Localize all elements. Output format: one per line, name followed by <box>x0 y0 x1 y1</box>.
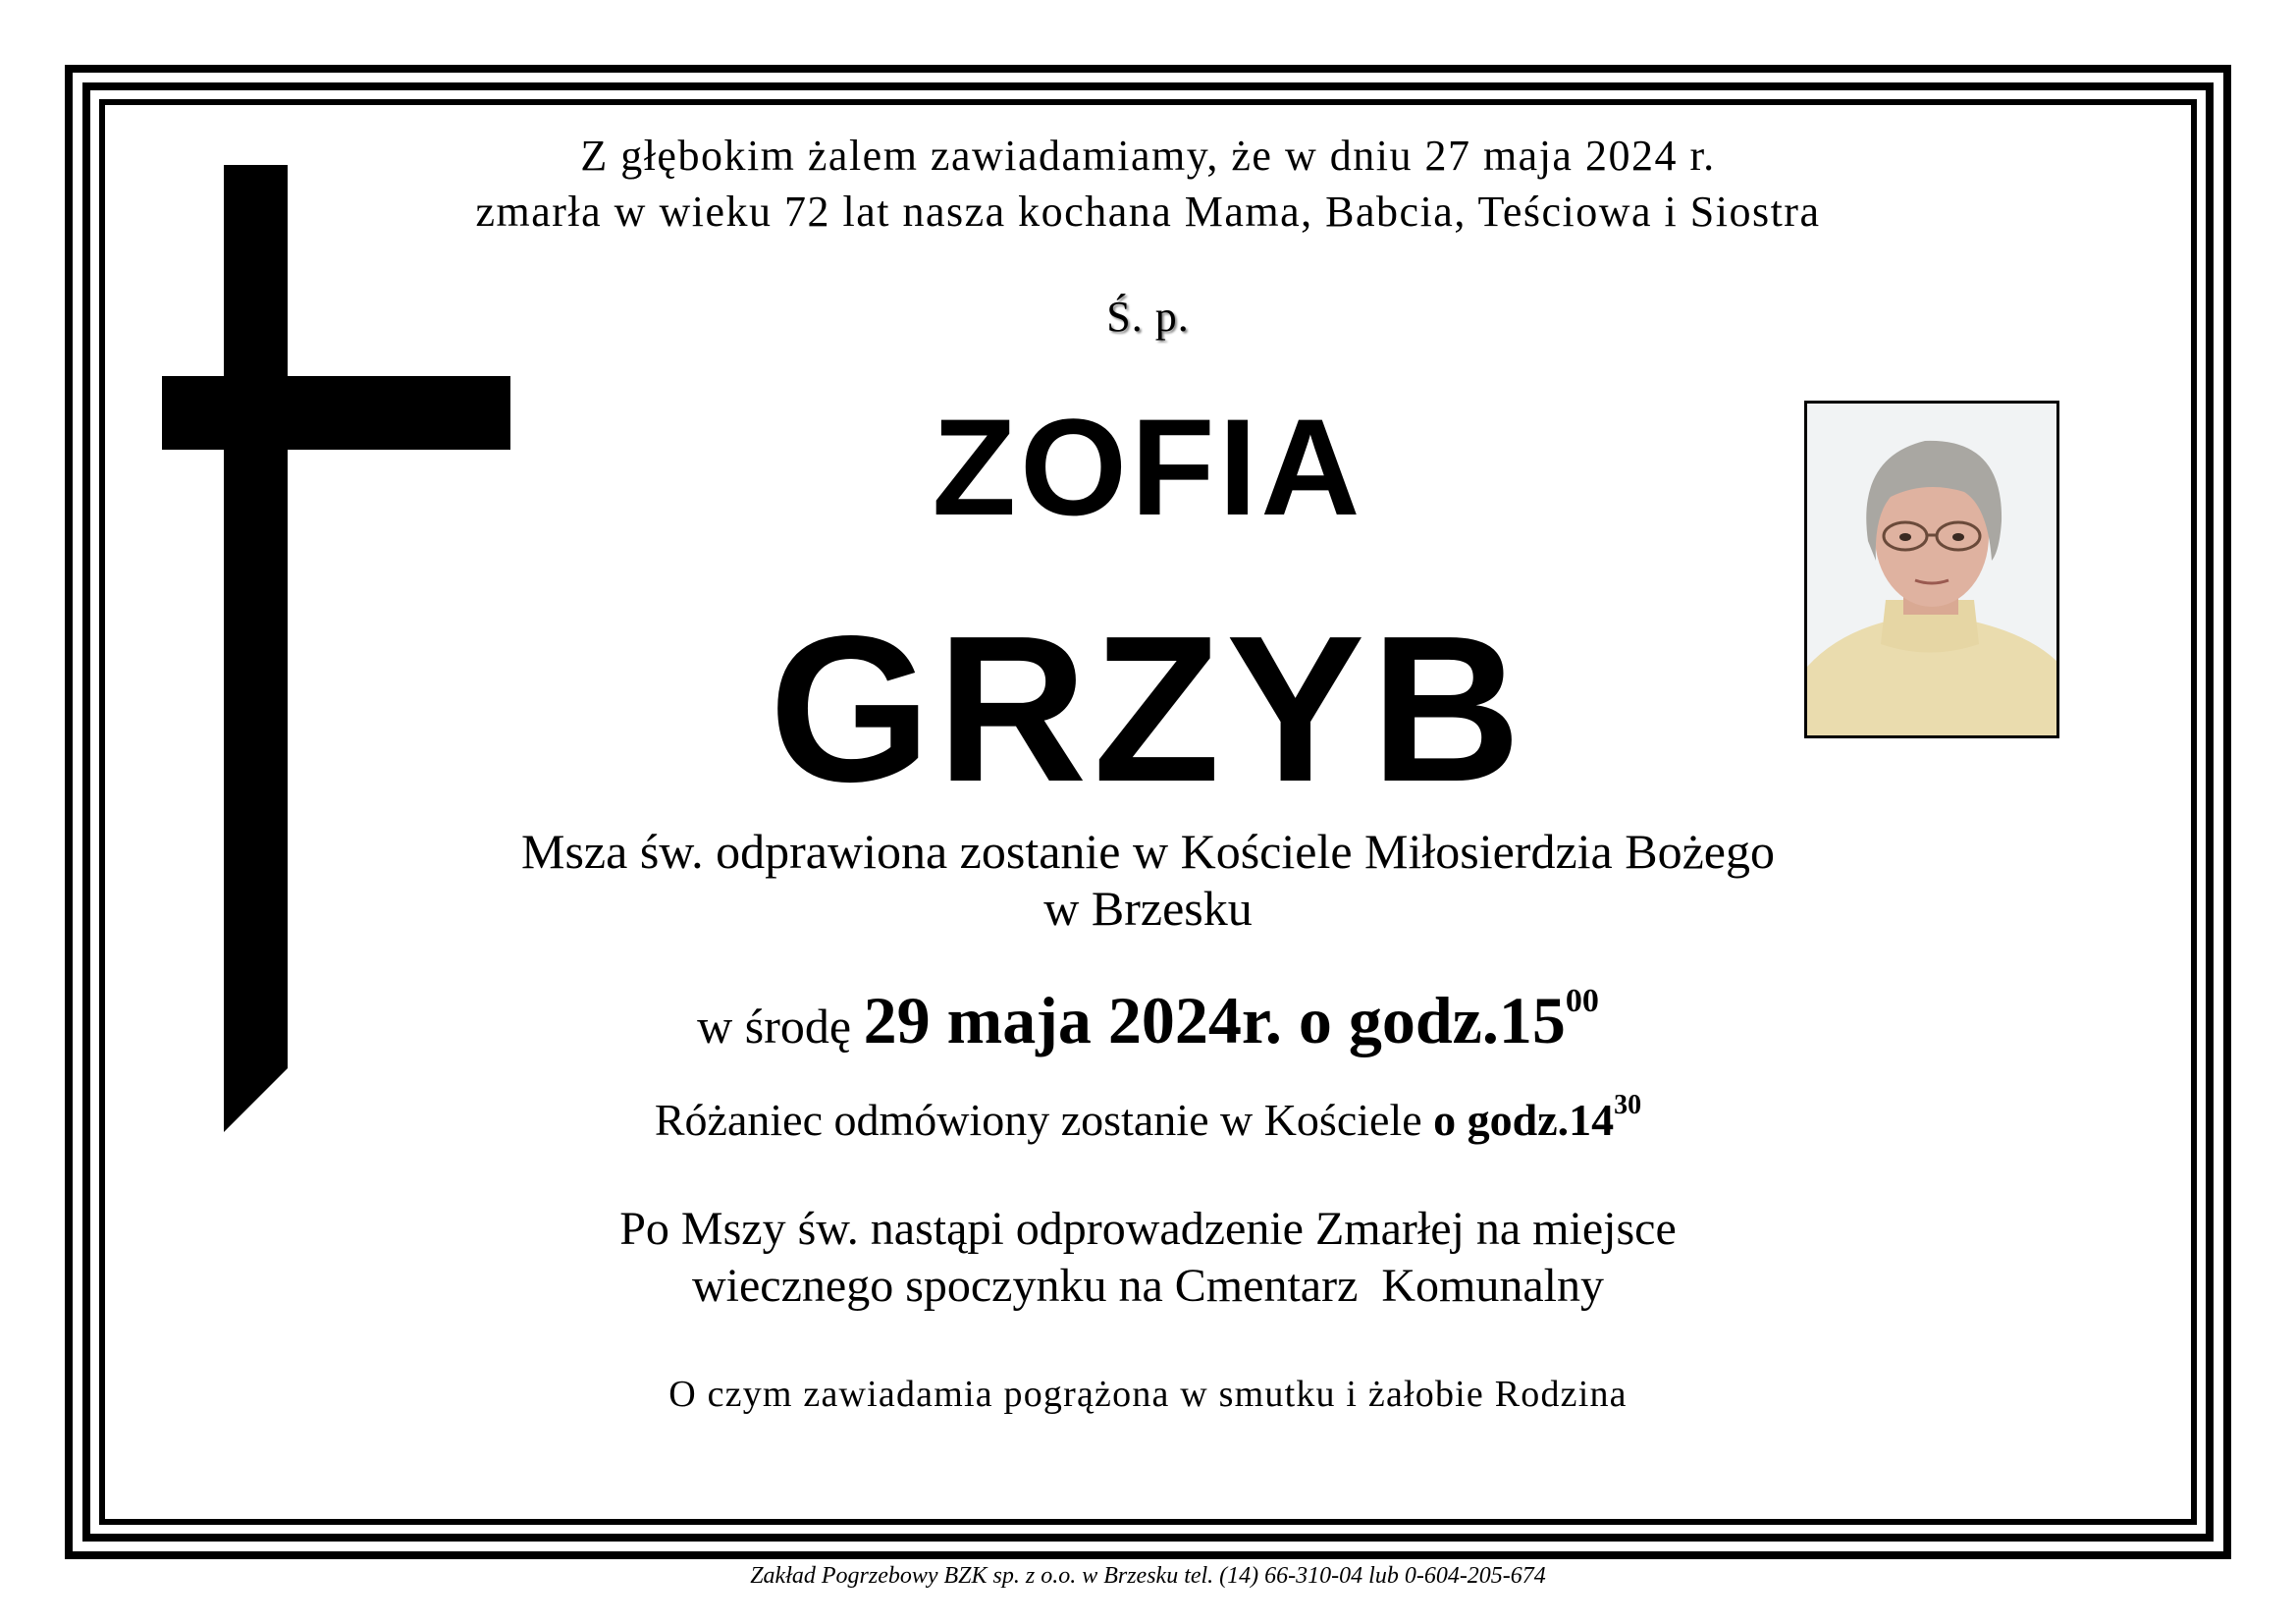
intro-line-2: zmarła w wieku 72 lat nasza kochana Mama, Babcia, Teściowa i Siostra <box>475 188 1821 236</box>
portrait-photo <box>1804 401 2059 738</box>
honorific: Ś. p. <box>1106 293 1190 341</box>
surname: GRZYB <box>769 592 1527 825</box>
intro-line-1: Z głębokim żalem zawiadamiamy, że w dniu 27 maja 2024 r. <box>580 132 1716 180</box>
burial-line-2: wiecznego spoczynku na Cmentarz Komunalny <box>691 1260 1605 1312</box>
announcement-intro <box>0 128 2296 240</box>
burial-line-1: Po Mszy św. nastąpi odprowadzenie Zmarłej na miejsce <box>619 1203 1677 1255</box>
first-name: ZOFIA <box>932 390 1364 544</box>
mass-info <box>0 823 2296 937</box>
rosary-text: Różaniec odmówiony zostanie w Kościele <box>654 1095 1434 1145</box>
family-signature: O czym zawiadamia pogrążona w smutku i żałobie Rodzina <box>668 1374 1628 1415</box>
mass-line-1: Msza św. odprawiona zostanie w Kościele Miłosierdzia Bożego <box>521 824 1775 879</box>
rosary-time: o $godz.14^{30}$ <box>1433 1090 1642 1145</box>
date-prefix: w środę <box>697 999 864 1054</box>
rosary-info <box>0 1090 2296 1146</box>
date-main: 29 maja 2024r. o godz.15 <box>863 983 1566 1057</box>
mass-date <box>0 982 2296 1059</box>
date-minutes: 00 <box>1565 983 1599 1019</box>
rosary-minutes: 30 <box>1614 1090 1642 1120</box>
portrait-illustration <box>1807 404 2056 735</box>
mass-line-2: w Brzesku <box>1043 881 1253 936</box>
funeral-home-footer: Zakład Pogrzebowy BZK sp. z o.o. w Brzesku tel. (14) 66-310-04 lub 0-604-205-674 <box>750 1563 1546 1589</box>
burial-info <box>0 1201 2296 1315</box>
